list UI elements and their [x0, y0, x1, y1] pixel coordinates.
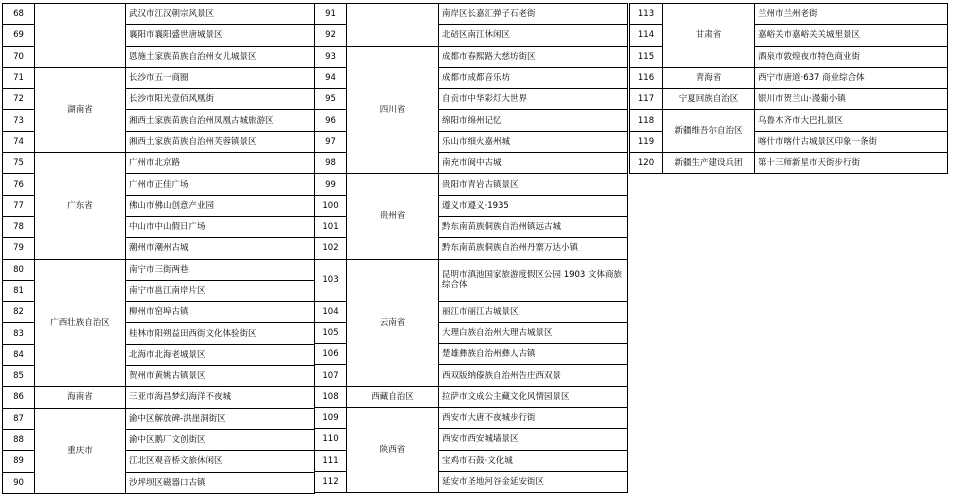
row-number: 101	[315, 216, 347, 237]
row-number: 89	[3, 451, 35, 472]
row-number: 94	[315, 67, 347, 88]
row-number: 106	[315, 344, 347, 365]
attraction-name: 潮州市潮州古城	[126, 238, 315, 259]
attraction-name: 南充市阆中古城	[439, 153, 628, 174]
row-number: 72	[3, 89, 35, 110]
row-number: 109	[315, 408, 347, 429]
row-number: 90	[3, 472, 35, 493]
row-number: 76	[3, 174, 35, 195]
row-number: 87	[3, 408, 35, 429]
attraction-name: 恩施土家族苗族自治州女儿城景区	[126, 46, 315, 67]
row-number: 70	[3, 46, 35, 67]
province-cell	[347, 4, 439, 47]
province-cell: 西藏自治区	[347, 386, 439, 407]
attraction-name: 黔东南苗族侗族自治州丹寨万达小镇	[439, 238, 628, 259]
table-row	[315, 4, 628, 25]
row-number: 84	[3, 344, 35, 365]
row-number: 96	[315, 110, 347, 131]
table-row	[630, 110, 948, 131]
province-cell	[35, 4, 126, 68]
table-row	[315, 174, 628, 195]
row-number: 104	[315, 301, 347, 322]
table-row	[315, 386, 628, 407]
province-cell: 陕西省	[347, 408, 439, 493]
table-row	[315, 259, 628, 301]
province-cell: 新疆维吾尔自治区	[663, 110, 755, 153]
table-row	[630, 153, 948, 174]
attraction-name: 南岸区长嘉汇弹子石老街	[439, 4, 628, 25]
table-row	[630, 89, 948, 110]
row-number: 98	[315, 153, 347, 174]
attraction-name: 乐山市细火嘉州城	[439, 131, 628, 152]
attractions-table-2	[314, 3, 628, 493]
row-number: 112	[315, 471, 347, 492]
attraction-name: 长沙市阳光壹佰风凰街	[126, 89, 315, 110]
attraction-name: 嘉峪关市嘉峪关关城里景区	[755, 25, 948, 46]
row-number: 93	[315, 46, 347, 67]
table-body	[630, 4, 948, 174]
table-body	[315, 4, 628, 493]
row-number: 118	[630, 110, 663, 131]
attraction-name: 渝中区鹅厂文创街区	[126, 429, 315, 450]
attraction-name: 楚雄彝族自治州彝人古镇	[439, 344, 628, 365]
row-number: 68	[3, 4, 35, 25]
row-number: 100	[315, 195, 347, 216]
table-row	[3, 259, 315, 280]
attraction-name: 拉萨市文成公主藏文化风情园景区	[439, 386, 628, 407]
row-number: 116	[630, 67, 663, 88]
attraction-name: 兰州市兰州老街	[755, 4, 948, 25]
row-number: 119	[630, 131, 663, 152]
table-row	[315, 408, 628, 429]
attraction-name: 西安市西安城墙景区	[439, 429, 628, 450]
row-number: 83	[3, 323, 35, 344]
attraction-name: 沙坪坝区磁器口古镇	[126, 472, 315, 493]
row-number: 79	[3, 238, 35, 259]
attraction-name: 喀什市喀什古城景区印象一条街	[755, 131, 948, 152]
attraction-name: 广州市北京路	[126, 153, 315, 174]
province-cell: 青海省	[663, 67, 755, 88]
attraction-name: 江北区观音桥文旅休闲区	[126, 451, 315, 472]
attraction-name: 西宁市唐道·637 商业综合体	[755, 67, 948, 88]
province-cell: 云南省	[347, 259, 439, 386]
table-body	[3, 4, 315, 494]
row-number: 110	[315, 429, 347, 450]
attraction-name: 乌鲁木齐市大巴扎景区	[755, 110, 948, 131]
attraction-name: 成都市成都音乐坊	[439, 67, 628, 88]
row-number: 95	[315, 89, 347, 110]
row-number: 115	[630, 46, 663, 67]
attraction-name: 宝鸡市石鼓·文化城	[439, 450, 628, 471]
province-cell: 甘肃省	[663, 4, 755, 68]
row-number: 85	[3, 366, 35, 387]
row-number: 105	[315, 322, 347, 343]
row-number: 114	[630, 25, 663, 46]
attraction-name: 丽江市丽江古城景区	[439, 301, 628, 322]
row-number: 92	[315, 25, 347, 46]
attraction-name: 第十三师新星市天街步行街	[755, 153, 948, 174]
row-number: 88	[3, 429, 35, 450]
attraction-name: 北海市北海老城景区	[126, 344, 315, 365]
attractions-table-3	[629, 3, 948, 174]
table-row	[3, 4, 315, 25]
province-cell: 海南省	[35, 387, 126, 408]
row-number: 111	[315, 450, 347, 471]
attraction-name: 大理白族自治州大理古城景区	[439, 322, 628, 343]
attraction-name: 黔东南苗族侗族自治州镇远古城	[439, 216, 628, 237]
attraction-name: 酒泉市敦煌夜市特色商业街	[755, 46, 948, 67]
attraction-name: 南宁市邕江南岸片区	[126, 280, 315, 301]
attraction-name: 北碚区南江休闲区	[439, 25, 628, 46]
attraction-name: 湘西土家族苗族自治州芙蓉镇景区	[126, 131, 315, 152]
attraction-name: 西双版纳傣族自治州告庄西双景	[439, 365, 628, 386]
row-number: 107	[315, 365, 347, 386]
row-number: 80	[3, 259, 35, 280]
row-number: 97	[315, 131, 347, 152]
row-number: 73	[3, 110, 35, 131]
row-number: 102	[315, 238, 347, 259]
row-number: 91	[315, 4, 347, 25]
table-row	[315, 46, 628, 67]
row-number: 82	[3, 302, 35, 323]
attraction-name: 广州市正佳广场	[126, 174, 315, 195]
row-number: 113	[630, 4, 663, 25]
table-row	[3, 387, 315, 408]
table-row	[630, 67, 948, 88]
province-cell: 宁夏回族自治区	[663, 89, 755, 110]
province-cell: 重庆市	[35, 408, 126, 493]
attraction-name: 自贡市中华彩灯大世界	[439, 89, 628, 110]
province-cell: 湖南省	[35, 67, 126, 152]
row-number: 77	[3, 195, 35, 216]
attraction-name: 佛山市佛山创意产业园	[126, 195, 315, 216]
attractions-table-1	[2, 3, 315, 494]
attraction-name: 遵义市遵义·1935	[439, 195, 628, 216]
table-row	[630, 4, 948, 25]
attraction-name: 襄阳市襄阳盛世唐城景区	[126, 25, 315, 46]
attraction-name: 贵阳市青岩古镇景区	[439, 174, 628, 195]
row-number: 99	[315, 174, 347, 195]
row-number: 103	[315, 259, 347, 301]
attraction-name: 西安市大唐不夜城步行街	[439, 408, 628, 429]
attraction-name: 银川市贺兰山·漫葡小镇	[755, 89, 948, 110]
attraction-name: 三亚市海昌梦幻海洋不夜城	[126, 387, 315, 408]
attraction-name: 中山市中山假日广场	[126, 216, 315, 237]
row-number: 75	[3, 153, 35, 174]
table-row	[3, 408, 315, 429]
row-number: 69	[3, 25, 35, 46]
row-number: 86	[3, 387, 35, 408]
attraction-name: 武汉市江汉朝宗风景区	[126, 4, 315, 25]
row-number: 120	[630, 153, 663, 174]
row-number: 81	[3, 280, 35, 301]
attraction-name: 长沙市五一商圈	[126, 67, 315, 88]
attraction-name: 延安市圣地河谷金延安街区	[439, 471, 628, 492]
attraction-name: 昆明市滇池国家旅游度假区公园 1903 文体商旅综合体	[439, 259, 628, 301]
attraction-name: 桂林市阳朔益田西街文化体验街区	[126, 323, 315, 344]
row-number: 117	[630, 89, 663, 110]
attraction-name: 贺州市黄姚古镇景区	[126, 366, 315, 387]
row-number: 78	[3, 216, 35, 237]
attraction-name: 绵阳市绵州记忆	[439, 110, 628, 131]
province-cell: 广西壮族自治区	[35, 259, 126, 387]
table-row	[3, 67, 315, 88]
row-number: 74	[3, 131, 35, 152]
province-cell: 新疆生产建设兵团	[663, 153, 755, 174]
attraction-name: 柳州市窑埠古镇	[126, 302, 315, 323]
attraction-name: 渝中区解放碑-洪崖洞街区	[126, 408, 315, 429]
attraction-name: 湘西土家族苗族自治州凤凰古城旅游区	[126, 110, 315, 131]
attraction-name: 南宁市三街两巷	[126, 259, 315, 280]
province-cell: 广东省	[35, 153, 126, 259]
province-cell: 四川省	[347, 46, 439, 174]
row-number: 108	[315, 386, 347, 407]
table-row	[3, 153, 315, 174]
attraction-name: 成都市春熙路大慈坊街区	[439, 46, 628, 67]
province-cell: 贵州省	[347, 174, 439, 259]
row-number: 71	[3, 67, 35, 88]
